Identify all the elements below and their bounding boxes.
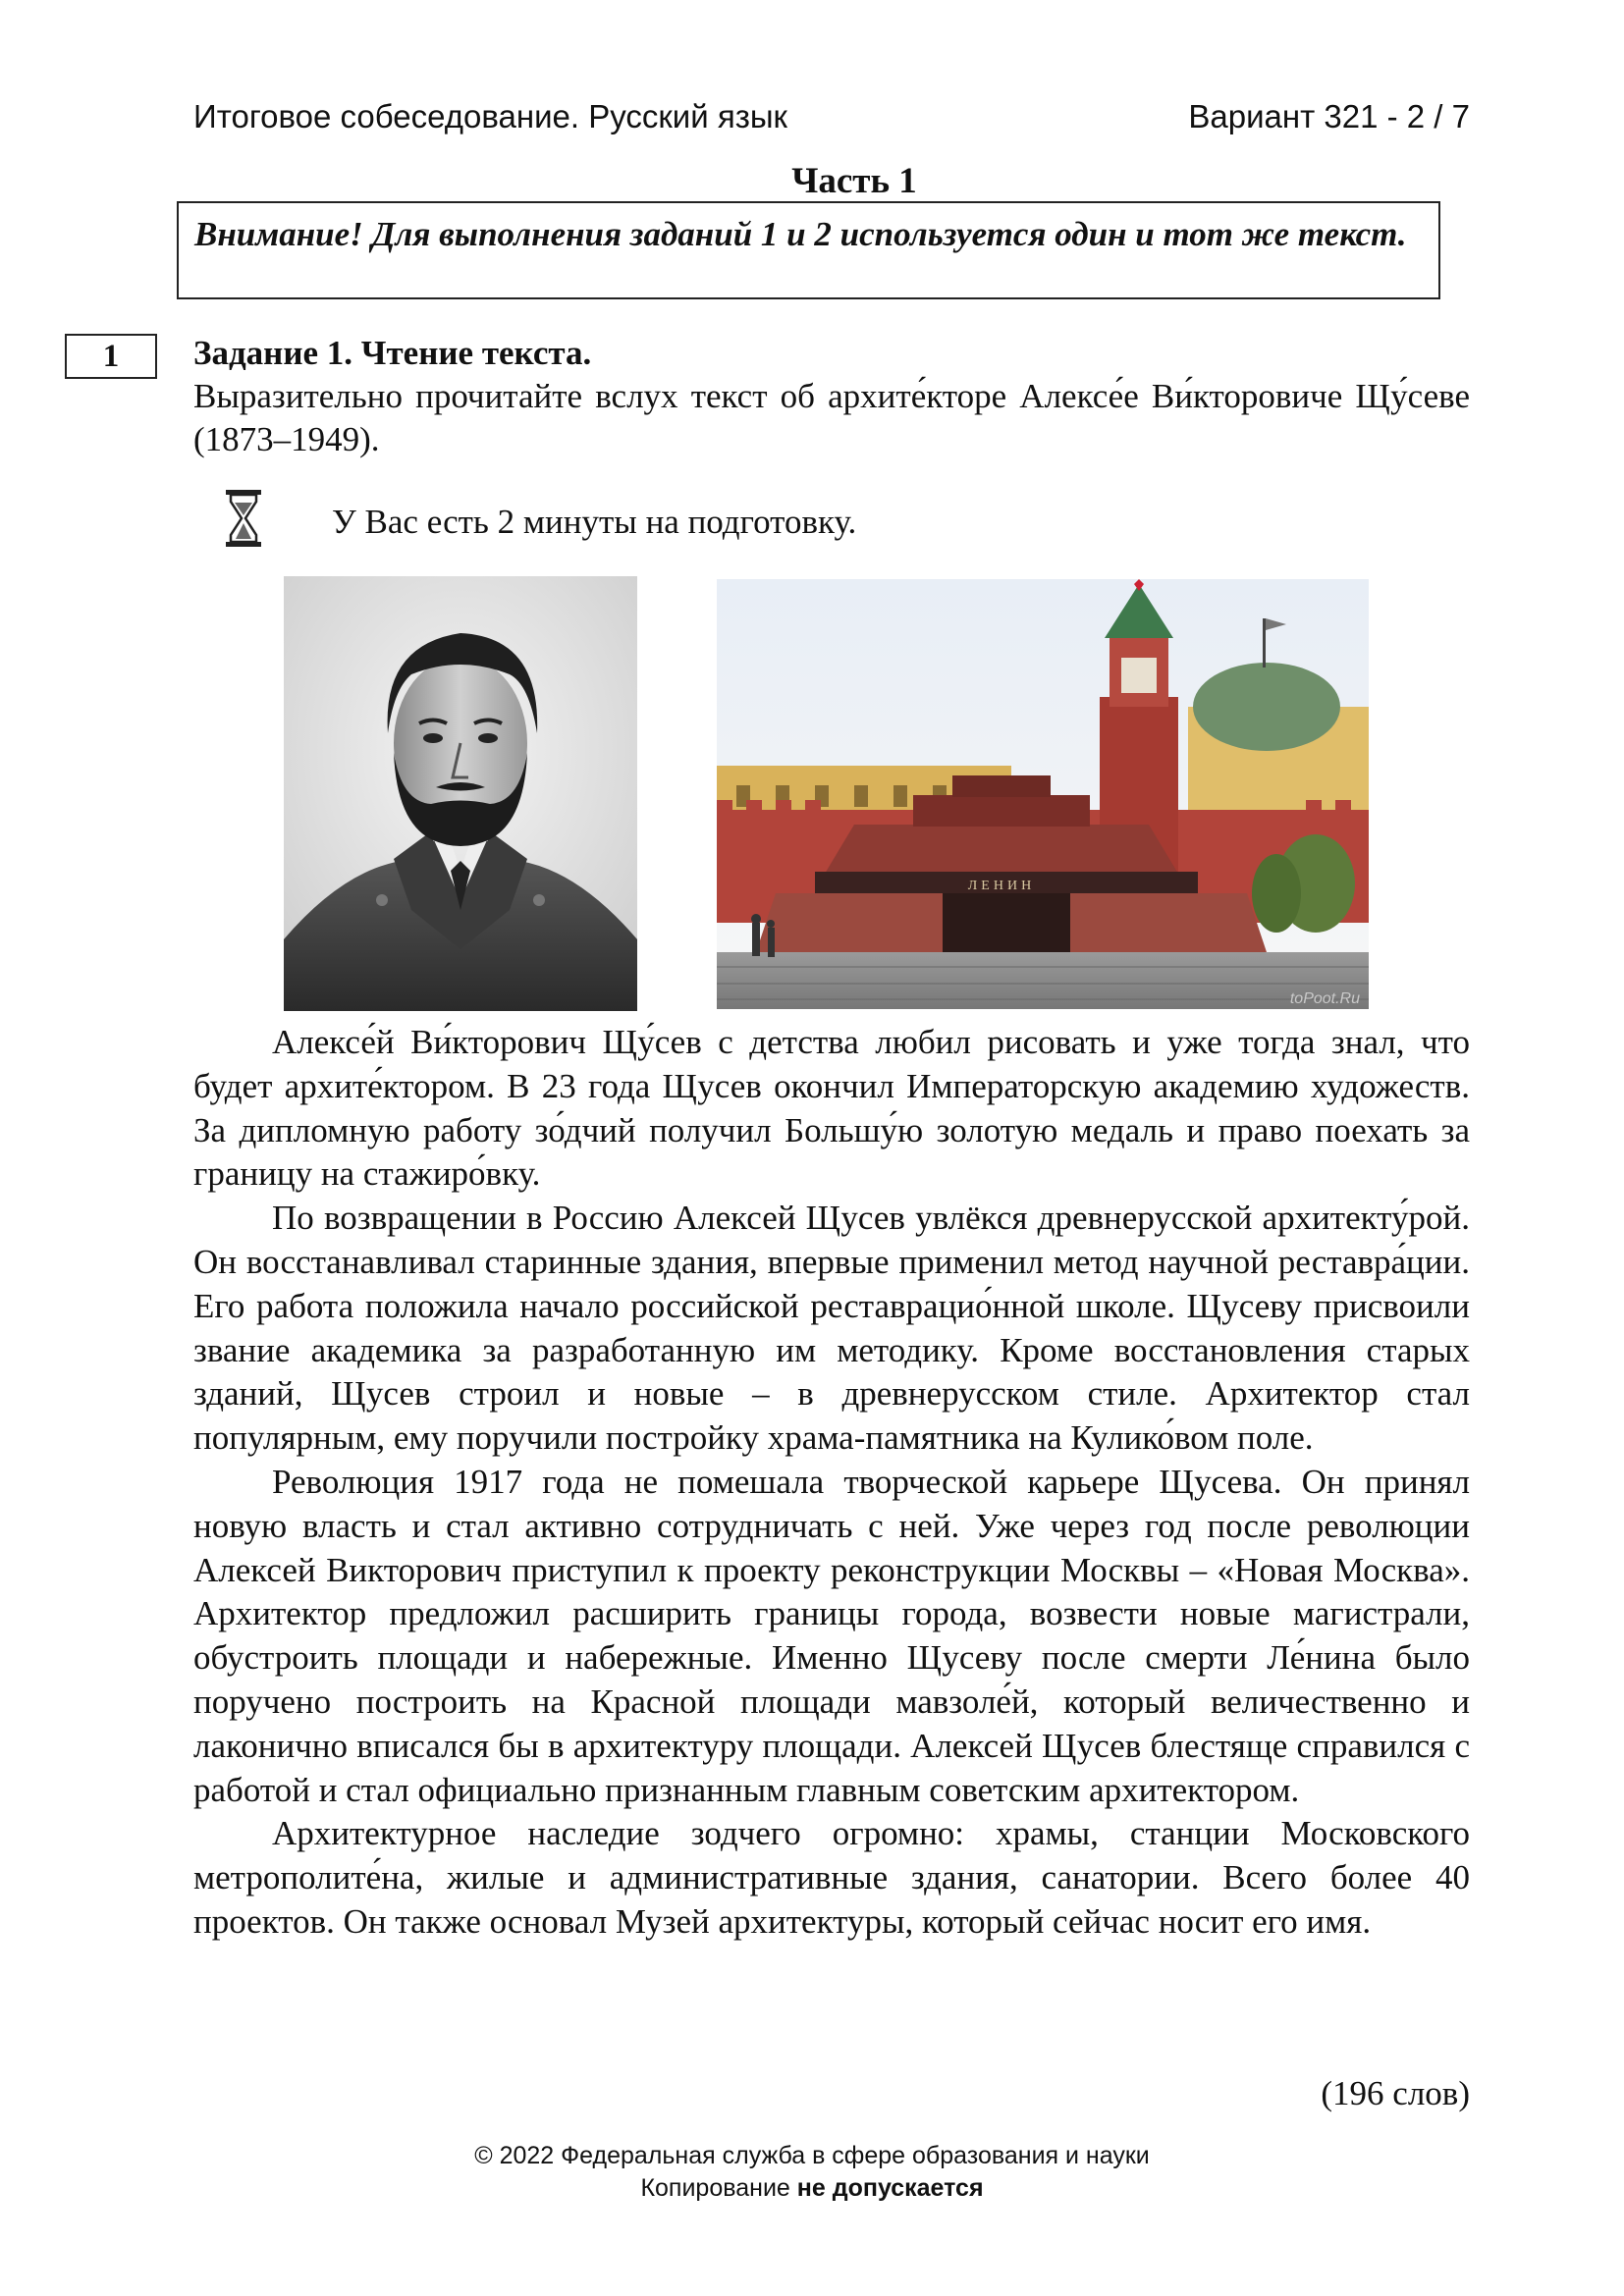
footer-copyright: © 2022 Федеральная служба в сфере образования и науки (474, 2142, 1150, 2169)
task-title: Задание 1. Чтение текста. (193, 334, 592, 372)
footer-copy-notice (0, 2172, 1624, 2205)
footer-copy-prefix: Копирование (640, 2174, 797, 2202)
task-number-box: 1 (65, 334, 157, 379)
header-subject: Итоговое собеседование. Русский язык (193, 98, 787, 134)
paragraph-3: Революция 1917 года не помешала творческой карьере Щусева. Он принял новую власть и стал активно сотрудничать с ней. Уже через год после революции Алексей Викторович приступил к проекту реконструкции Москвы – «Новая Москва». Архитектор предложил расширить границы города, возвести новые магистрали, обустроить площади и набережные. Именно Щусеву после смерти Ле́нина было поручено построить на Красной площади мавзоле́й, который величественно и лаконично вписался бы в архитектуру площади. Алексей Щусев блестяще справился с работой и стал официально признанным главным советским архитектором. (193, 1462, 1470, 1809)
paragraph-4: Архитектурное наследие зодчего огромно: храмы, станции Московского метрополите́на, жилые и административные здания, санатории. Всего более 40 проектов. Он также основал Музей архитектуры, который сейчас носит его имя. (193, 1814, 1470, 1941)
preparation-time: У Вас есть 2 минуты на подготовку. (332, 503, 857, 541)
header-variant: Вариант 321 - 2 / 7 (1188, 98, 1470, 134)
paragraph-2: По возвращении в Россию Алексей Щусев увлёкся древнерусской архитекту́рой. Он восстанавливал старинные здания, впервые применил метод научной реставра́ции. Его работа положила начало российской реставрацио́нной школе. Щусеву присвоили звание академика за разработанную им методику. Кроме восстановления старых зданий, Щусев строил и новые – в древнерусском стиле. Архитектор стал популярным, ему поручили постройку храма-памятника на Кулико́вом поле. (193, 1199, 1470, 1458)
footer (0, 2140, 1624, 2205)
portrait-photo (284, 576, 637, 1011)
photo-watermark: toPoot.Ru (1289, 990, 1360, 1007)
footer-copy-strong: не допускается (796, 2174, 984, 2202)
notice-box: Внимание! Для выполнения заданий 1 и 2 используется один и тот же текст. (177, 201, 1440, 299)
part-title: Часть 1 (791, 161, 917, 201)
task-instruction: Выразительно прочитайте вслух текст об архите́кторе Алексе́е Ви́кторовиче Щу́севе (1873–1949). (193, 377, 1470, 458)
hourglass-icon (224, 488, 263, 549)
reading-text (193, 1021, 1470, 1945)
mausoleum-inscription: ЛЕНИН (967, 879, 1036, 893)
word-count: (196 слов) (1321, 2074, 1470, 2112)
paragraph-1: Алексе́й Ви́кторович Щу́сев с детства любил рисовать и уже тогда знал, что будет архите́ктором. В 23 года Щусев окончил Императорскую академию художеств. За дипломную работу зо́дчий получил Большу́ю золотую медаль и право поехать за границу на стажиро́вку. (193, 1023, 1470, 1194)
mausoleum-photo (717, 579, 1369, 1009)
